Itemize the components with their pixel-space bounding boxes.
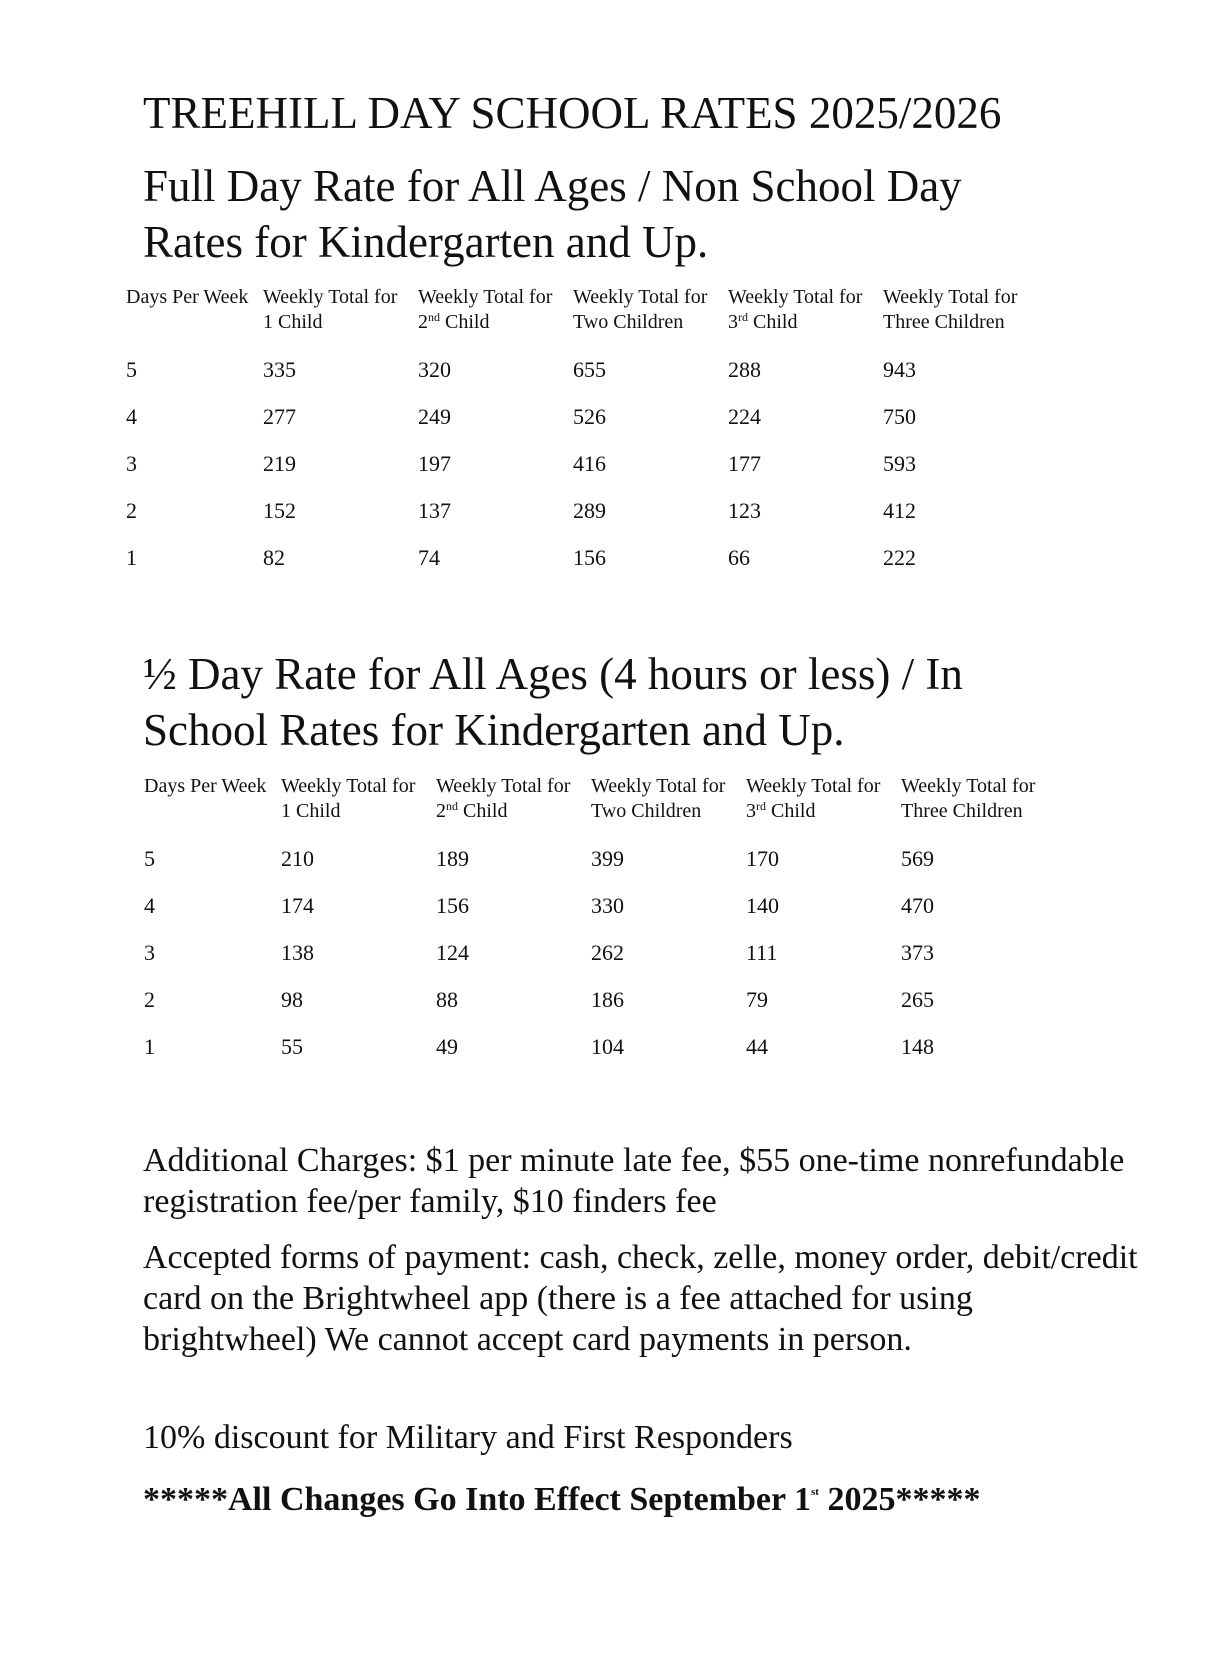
rate-cell: 373 — [901, 940, 934, 965]
full-day-heading — [143, 158, 1143, 270]
rate-cell: 262 — [591, 940, 624, 965]
rate-cell: 177 — [728, 451, 761, 476]
days-per-week-cell: 5 — [126, 357, 137, 382]
days-per-week-cell: 3 — [126, 451, 137, 476]
rate-cell: 137 — [418, 498, 451, 523]
days-per-week-cell: 1 — [126, 545, 137, 570]
rate-cell: 219 — [263, 451, 296, 476]
rate-cell: 289 — [573, 498, 606, 523]
days-per-week-cell: 4 — [126, 404, 137, 429]
rate-cell: 265 — [901, 987, 934, 1012]
rate-cell: 224 — [728, 404, 761, 429]
days-per-week-cell: 2 — [126, 498, 137, 523]
rate-cell: 197 — [418, 451, 451, 476]
rate-cell: 288 — [728, 357, 761, 382]
rate-cell: 124 — [436, 940, 469, 965]
rate-cell: 156 — [573, 545, 606, 570]
column-header-2nd-child: Weekly Total for 2nd Child — [436, 775, 571, 822]
rate-cell: 655 — [573, 357, 606, 382]
column-header-3rd-child: Weekly Total for 3rd Child — [728, 286, 863, 333]
days-per-week-cell: 2 — [144, 987, 155, 1012]
days-per-week-cell: 5 — [144, 846, 155, 871]
discount-note: 10% discount for Military and First Responders — [143, 1419, 793, 1456]
rate-cell: 174 — [281, 893, 314, 918]
rate-cell: 399 — [591, 846, 624, 871]
column-header-days: Days Per Week — [144, 775, 267, 797]
full-day-heading-line1: Full Day Rate for All Ages / Non School Day — [143, 161, 962, 211]
days-per-week-cell: 3 — [144, 940, 155, 965]
rate-cell: 320 — [418, 357, 451, 382]
rate-cell: 74 — [418, 545, 440, 570]
column-header-2nd-child: Weekly Total for 2nd Child — [418, 286, 553, 333]
rate-cell: 66 — [728, 545, 750, 570]
rate-cell: 189 — [436, 846, 469, 871]
payment-methods-note: Accepted forms of payment: cash, check, zelle, money order, debit/credit card on the Brightwheel app (there is a fee attached for using brightwheel) We cannot accept card payments in person. — [143, 1239, 1138, 1358]
column-header-days: Days Per Week — [126, 286, 249, 308]
rate-cell: 416 — [573, 451, 606, 476]
half-day-heading-line1: ½ Day Rate for All Ages (4 hours or less) / In — [143, 649, 963, 699]
rate-cell: 335 — [263, 357, 296, 382]
half-day-heading-line2: School Rates for Kindergarten and Up. — [143, 705, 845, 755]
column-header-two-children: Weekly Total for Two Children — [591, 775, 726, 822]
days-per-week-cell: 1 — [144, 1034, 155, 1059]
rate-cell: 569 — [901, 846, 934, 871]
rate-cell: 140 — [746, 893, 779, 918]
rate-cell: 943 — [883, 357, 916, 382]
rate-cell: 98 — [281, 987, 303, 1012]
rate-cell: 148 — [901, 1034, 934, 1059]
days-per-week-cell: 4 — [144, 893, 155, 918]
rate-cell: 222 — [883, 545, 916, 570]
column-header-two-children: Weekly Total for Two Children — [573, 286, 708, 333]
additional-charges-note: Additional Charges: $1 per minute late fee, $55 one-time nonrefundable registration fee/per family, $10 finders fee — [143, 1142, 1125, 1220]
column-header-1-child: Weekly Total for 1 Child — [281, 775, 416, 822]
rate-cell: 750 — [883, 404, 916, 429]
rate-cell: 123 — [728, 498, 761, 523]
rate-cell: 44 — [746, 1034, 768, 1059]
rate-cell: 470 — [901, 893, 934, 918]
rate-cell: 170 — [746, 846, 779, 871]
rate-cell: 104 — [591, 1034, 624, 1059]
full-day-heading-line2: Rates for Kindergarten and Up. — [143, 217, 709, 267]
column-header-3rd-child: Weekly Total for 3rd Child — [746, 775, 881, 822]
rate-cell: 49 — [436, 1034, 458, 1059]
column-header-1-child: Weekly Total for 1 Child — [263, 286, 398, 333]
rate-cell: 152 — [263, 498, 296, 523]
column-header-three-children: Weekly Total for Three Children — [901, 775, 1036, 822]
rate-cell: 88 — [436, 987, 458, 1012]
rate-cell: 138 — [281, 940, 314, 965]
rate-cell: 79 — [746, 987, 768, 1012]
rate-cell: 412 — [883, 498, 916, 523]
rate-cell: 55 — [281, 1034, 303, 1059]
rate-cell: 186 — [591, 987, 624, 1012]
rate-cell: 249 — [418, 404, 451, 429]
page-title: TREEHILL DAY SCHOOL RATES 2025/2026 — [143, 88, 1002, 138]
half-day-heading — [143, 646, 1143, 758]
rate-cell: 82 — [263, 545, 285, 570]
rate-cell: 111 — [746, 940, 778, 965]
column-header-three-children: Weekly Total for Three Children — [883, 286, 1018, 333]
rate-cell: 593 — [883, 451, 916, 476]
rate-cell: 277 — [263, 404, 296, 429]
rate-cell: 330 — [591, 893, 624, 918]
rate-cell: 526 — [573, 404, 606, 429]
rate-cell: 156 — [436, 893, 469, 918]
effective-date-notice: *****All Changes Go Into Effect September 1st 2025***** — [143, 1481, 981, 1518]
rate-cell: 210 — [281, 846, 314, 871]
